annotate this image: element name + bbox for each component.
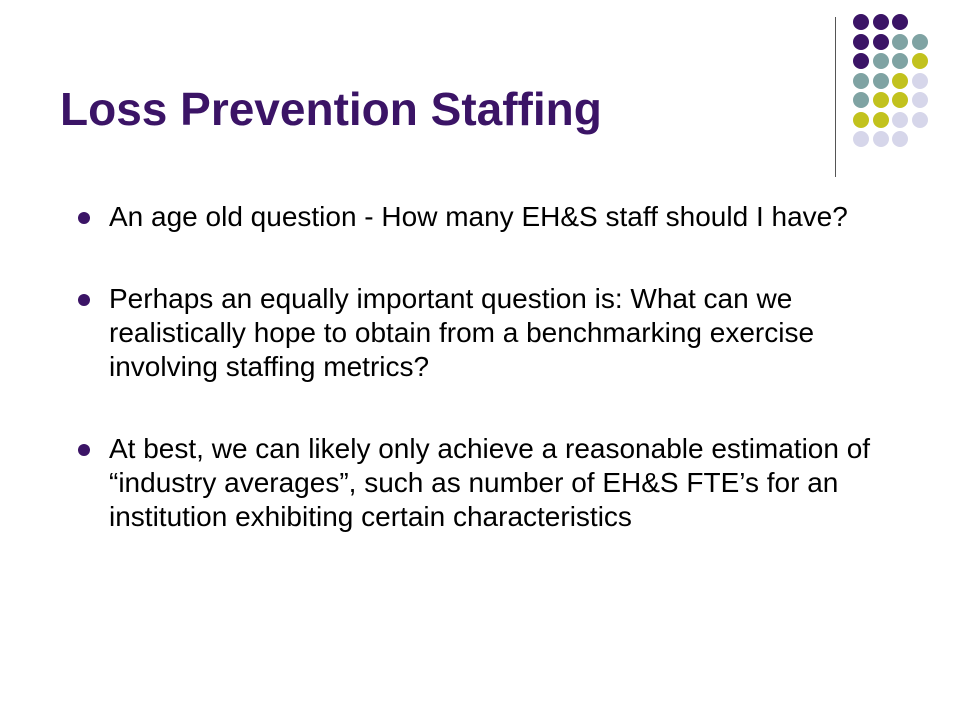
decorative-dot bbox=[873, 14, 889, 30]
decorative-dot bbox=[853, 131, 869, 147]
decorative-dot bbox=[873, 112, 889, 128]
decorative-dot bbox=[892, 112, 908, 128]
decorative-dot bbox=[873, 131, 889, 147]
bullet-item-3: At best, we can likely only achieve a reasonable estimation of “industry averages”, such as number of EH&S FTE’s for an institution exhibiting certain characteristics bbox=[76, 432, 896, 534]
decorative-dot bbox=[873, 73, 889, 89]
bullet-list bbox=[76, 200, 896, 582]
decorative-dot bbox=[912, 53, 928, 69]
decorative-dot bbox=[892, 92, 908, 108]
decorative-dot bbox=[912, 92, 928, 108]
slide-title: Loss Prevention Staffing bbox=[60, 83, 602, 135]
decorative-dot bbox=[853, 92, 869, 108]
decorative-dot bbox=[853, 73, 869, 89]
decorative-dot bbox=[892, 53, 908, 69]
decorative-dot bbox=[873, 53, 889, 69]
decorative-dot bbox=[873, 92, 889, 108]
decorative-dot bbox=[892, 73, 908, 89]
vertical-divider bbox=[835, 17, 836, 177]
decorative-dot bbox=[892, 14, 908, 30]
decorative-dot bbox=[853, 14, 869, 30]
decorative-dot bbox=[892, 34, 908, 50]
decorative-dot bbox=[912, 34, 928, 50]
bullet-item-1: An age old question - How many EH&S staff should I have? bbox=[76, 200, 896, 234]
decorative-dot bbox=[912, 73, 928, 89]
decorative-dot bbox=[912, 112, 928, 128]
bullet-item-2: Perhaps an equally important question is: What can we realistically hope to obtain from a benchmarking exercise involving staffing metrics? bbox=[76, 282, 896, 384]
decorative-dot bbox=[892, 131, 908, 147]
decorative-dot bbox=[873, 34, 889, 50]
decorative-dot bbox=[853, 34, 869, 50]
decorative-dot bbox=[853, 53, 869, 69]
decorative-dot bbox=[853, 112, 869, 128]
